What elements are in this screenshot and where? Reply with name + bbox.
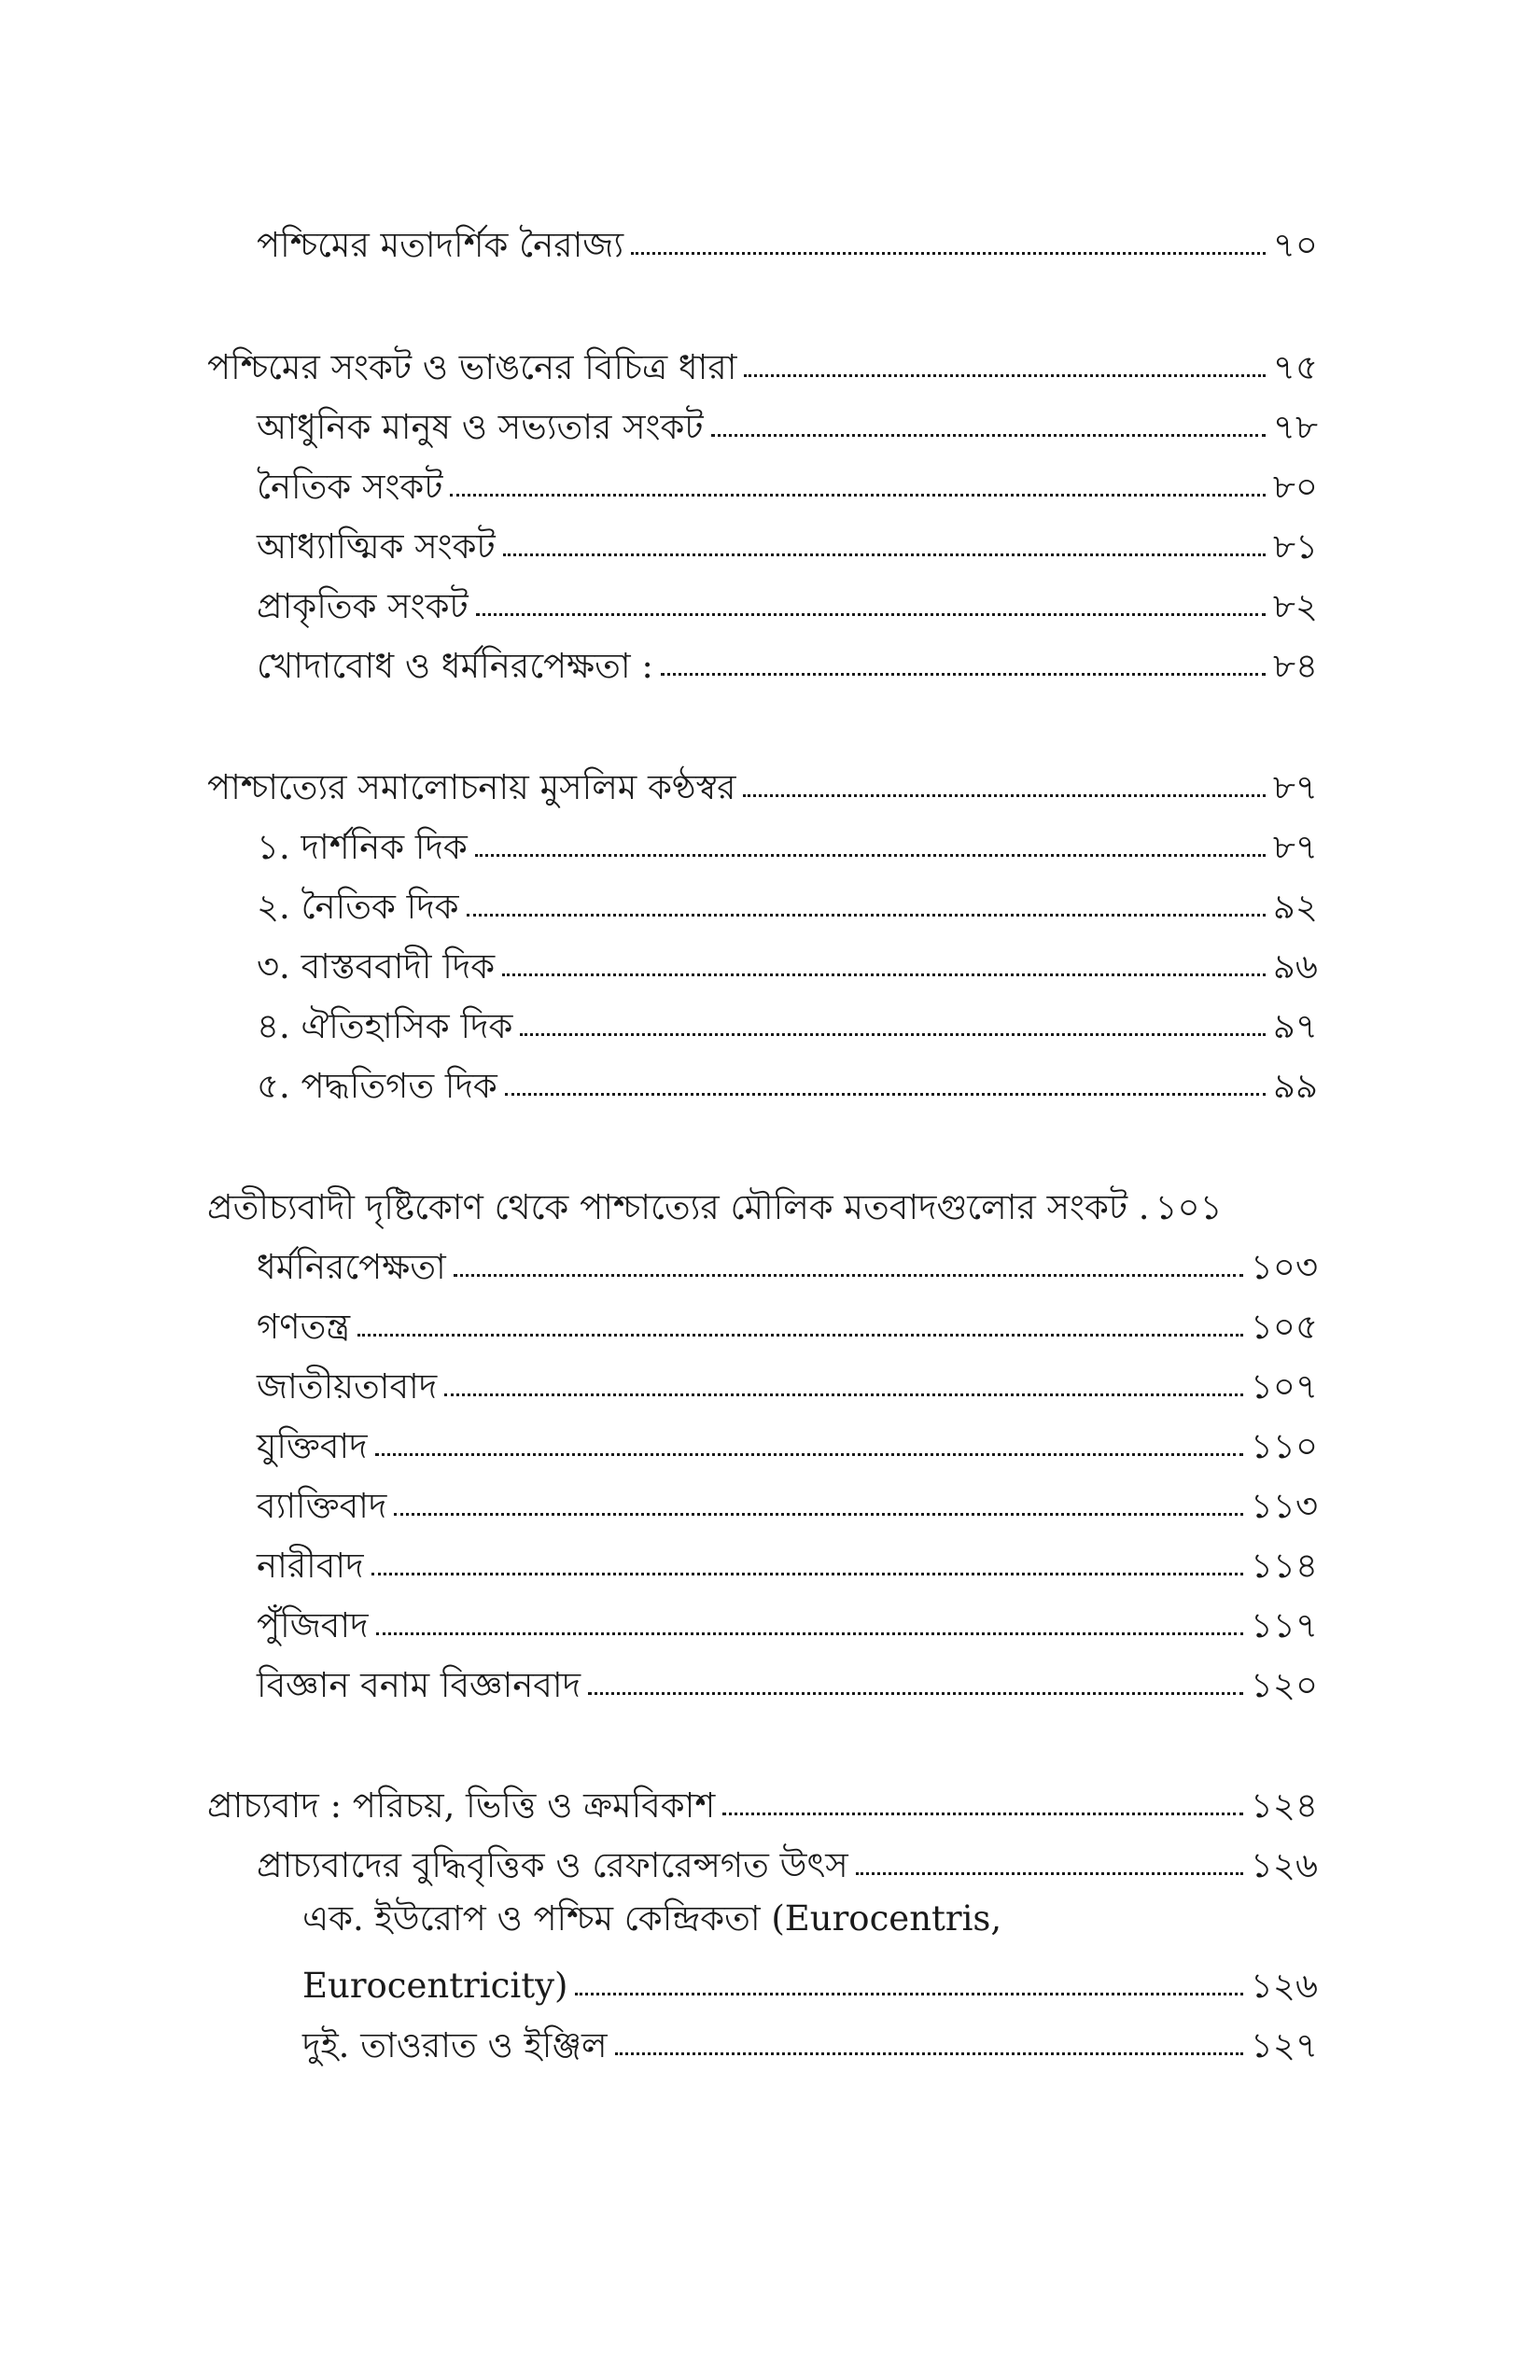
toc-entry-label: নারীবাদ xyxy=(257,1546,364,1587)
toc-entry-label: জাতীয়তাবাদ xyxy=(257,1366,438,1407)
toc-entry-label: পুঁজিবাদ xyxy=(257,1605,369,1646)
dot-leader xyxy=(743,794,1265,797)
toc-entry[interactable] xyxy=(257,508,1318,567)
dot-leader xyxy=(856,1872,1243,1875)
toc-entry[interactable] xyxy=(257,1407,1318,1467)
toc-entry[interactable] xyxy=(257,627,1318,687)
toc-entry[interactable] xyxy=(302,1947,1318,2007)
dot-leader xyxy=(505,1093,1266,1096)
toc-entry[interactable] xyxy=(257,1587,1318,1646)
toc-section-heading[interactable] xyxy=(207,1169,1318,1228)
dot-leader xyxy=(502,973,1266,976)
toc-section-heading[interactable] xyxy=(207,1767,1318,1827)
toc-entry[interactable] xyxy=(257,1827,1318,1886)
dot-leader xyxy=(467,914,1266,917)
toc-entry[interactable] xyxy=(257,808,1318,868)
toc-page-number: ১০১ xyxy=(1155,1187,1223,1228)
toc-entry-label: পশ্চিমের মতাদর্শিক নৈরাজ্য xyxy=(257,225,624,266)
toc-entry-label: আধুনিক মানুষ ও সভ্যতার সংকট xyxy=(257,407,704,448)
dot-leader xyxy=(661,673,1266,676)
dot-leader xyxy=(503,553,1266,556)
toc-entry-label: প্রাকৃতিক সংকট xyxy=(257,586,469,627)
dot-leader xyxy=(615,2052,1243,2055)
toc-page-number: ৯৭ xyxy=(1272,1006,1318,1047)
dot-leader xyxy=(631,252,1266,255)
toc-entry-label: Eurocentricity) xyxy=(302,1966,568,2007)
toc-entry-label: ব্যাক্তিবাদ xyxy=(257,1486,387,1527)
toc-entry-label: ধর্মনিরপেক্ষতা xyxy=(257,1247,446,1288)
toc-entry[interactable] xyxy=(257,1646,1318,1706)
toc-page-number: ৯৯ xyxy=(1272,1066,1318,1107)
toc-entry-label: নৈতিক সংকট xyxy=(257,467,443,508)
toc-entry-label: প্রতীচ্যবাদী দৃষ্টিকোণ থেকে পাশ্চাত্যের মৌলিক মতবাদগুলোর সংকট . xyxy=(207,1187,1150,1228)
toc-entry-label: ৩. বাস্তববাদী দিক xyxy=(257,946,496,987)
toc-entry[interactable] xyxy=(257,1228,1318,1288)
toc-page-number: ১০৭ xyxy=(1250,1366,1318,1407)
toc-entry[interactable] xyxy=(257,1047,1318,1107)
toc-entry-label: যুক্তিবাদ xyxy=(257,1426,368,1467)
dot-leader xyxy=(744,374,1265,377)
toc-page-number: ৮১ xyxy=(1272,526,1318,567)
toc-page-number: ১১৩ xyxy=(1250,1486,1318,1527)
toc-entry[interactable] xyxy=(257,388,1318,448)
toc-page-number: ১১৪ xyxy=(1250,1546,1318,1587)
toc-page-number: ১০৩ xyxy=(1250,1247,1318,1288)
toc-section-heading[interactable] xyxy=(207,749,1318,808)
dot-leader xyxy=(476,613,1266,616)
toc-page-number: ৮০ xyxy=(1272,467,1318,508)
toc-page-number: ১২৪ xyxy=(1250,1785,1318,1827)
toc-entry-label: পশ্চিমের সংকট ও ভাঙনের বিচিত্র ধারা xyxy=(207,347,737,388)
toc-entry-label: প্রাচ্যবাদ : পরিচয়, ভিত্তি ও ক্রমবিকাশ xyxy=(207,1785,716,1827)
toc-page-number: ৮২ xyxy=(1272,586,1318,627)
toc-page-number: ৯২ xyxy=(1272,887,1318,928)
dot-leader xyxy=(450,494,1265,497)
toc-entry-label: দুই. তাওরাত ও ইঞ্জিল xyxy=(302,2025,608,2066)
dot-leader xyxy=(520,1033,1266,1036)
dot-leader xyxy=(357,1334,1243,1337)
toc-entry-label: ১. দার্শনিক দিক xyxy=(257,827,468,868)
dot-leader xyxy=(371,1573,1243,1575)
dot-leader xyxy=(454,1274,1243,1277)
toc-entry-label: গণতন্ত্র xyxy=(257,1307,351,1348)
dot-leader xyxy=(722,1813,1243,1815)
toc-page-number: ৮৭ xyxy=(1272,767,1318,808)
toc-entry-label: প্রাচ্যবাদের বুদ্ধিবৃত্তিক ও রেফারেন্সগত উৎস xyxy=(257,1845,848,1886)
toc-page-number: ১১৭ xyxy=(1250,1605,1318,1646)
toc-entry[interactable] xyxy=(257,1527,1318,1587)
toc-entry-label: আধ্যাত্মিক সংকট xyxy=(257,526,496,567)
dot-leader xyxy=(711,434,1266,437)
toc-page-number: ১২০ xyxy=(1250,1665,1318,1706)
toc-page-number: ৯৬ xyxy=(1272,946,1318,987)
toc-entry[interactable] xyxy=(257,1288,1318,1348)
toc-page-number: ১০৫ xyxy=(1250,1307,1318,1348)
toc-page-number: ৮৪ xyxy=(1272,646,1318,687)
dot-leader xyxy=(394,1513,1243,1516)
toc-entry[interactable] xyxy=(257,448,1318,508)
dot-leader xyxy=(475,854,1266,857)
toc-page-number: ৭৮ xyxy=(1272,407,1318,448)
toc-page-number: ৭৫ xyxy=(1272,347,1318,388)
toc-entry-label: ২. নৈতিক দিক xyxy=(257,887,459,928)
toc-page-number: ৮৭ xyxy=(1272,827,1318,868)
dot-leader xyxy=(575,1993,1242,1995)
toc-page-number: ১১০ xyxy=(1250,1426,1318,1467)
toc-entry[interactable] xyxy=(257,1467,1318,1527)
dot-leader xyxy=(375,1453,1243,1456)
toc-entry[interactable] xyxy=(257,206,1318,266)
dot-leader xyxy=(588,1692,1243,1695)
toc-entry-label: ৪. ঐতিহাসিক দিক xyxy=(257,1006,513,1047)
toc-page-number: ১২৬ xyxy=(1250,1966,1318,2007)
toc-entry-label-line1[interactable]: এক. ইউরোপ ও পশ্চিম কেন্দ্রিকতা (Eurocentris, xyxy=(302,1898,1002,1939)
toc-entry-label: বিজ্ঞান বনাম বিজ্ঞানবাদ xyxy=(257,1665,581,1706)
toc-entry-label: খোদাবোধ ও ধর্মনিরপেক্ষতা : xyxy=(257,646,653,687)
toc-entry[interactable] xyxy=(257,987,1318,1047)
toc-entry[interactable] xyxy=(257,1348,1318,1407)
toc-entry[interactable] xyxy=(257,868,1318,928)
toc-entry[interactable] xyxy=(257,567,1318,627)
toc-entry-label: ৫. পদ্ধতিগত দিক xyxy=(257,1066,497,1107)
dot-leader xyxy=(444,1393,1243,1396)
toc-entry[interactable] xyxy=(257,928,1318,987)
toc-page-number: ১২৬ xyxy=(1250,1845,1318,1886)
toc-page-number: ৭০ xyxy=(1272,225,1318,266)
toc-entry[interactable] xyxy=(302,2007,1318,2066)
toc-section-heading[interactable] xyxy=(207,329,1318,388)
dot-leader xyxy=(376,1632,1243,1635)
toc-page-number: ১২৭ xyxy=(1250,2025,1318,2066)
toc-entry-label: পাশ্চাত্যের সমালোচনায় মুসলিম কণ্ঠস্বর xyxy=(207,767,736,808)
